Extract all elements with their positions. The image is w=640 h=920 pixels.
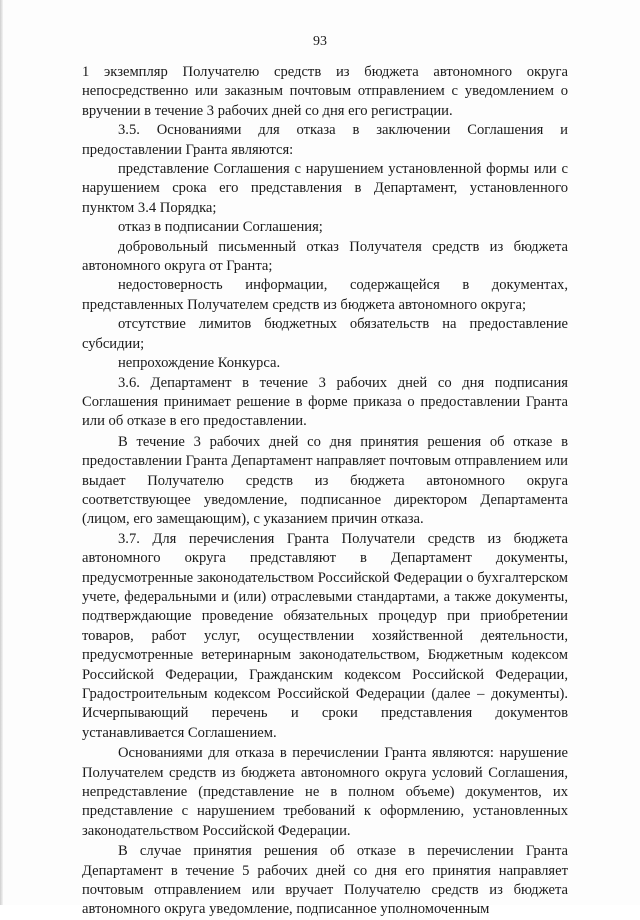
document-body	[82, 63, 568, 920]
paragraph-continuation: 1 экземпляр Получателю средств из бюджета автономного округа непосредственно или заказным почтовым отправлением с уведомлением о вручении в течение 3 рабочих дней со дня его регистрации.	[82, 64, 568, 119]
paragraph: В течение 3 рабочих дней со дня принятия решения об отказе в предоставлении Гранта Департамент направляет почтовым отправлением или выдает Получателю средств из бюджета автономного округа соответствующее уведомление, подписанное директором Департамента (лицом, его замещающим), с указанием причин отказа.	[82, 433, 568, 528]
list-item: добровольный письменный отказ Получателя средств из бюджета автономного округа от Гранта;	[82, 238, 568, 275]
scan-edge	[0, 0, 3, 905]
list-item: представление Соглашения с нарушением установленной формы или с нарушением срока его представления в Департамент, установленного пунктом 3.4 Порядка;	[82, 161, 568, 216]
paragraph: В случае принятия решения об отказе в перечислении Гранта Департамент в течение 5 рабочих дней со дня его принятия направляет почтовым отправлением или вручает Получателю средств из бюджета автономного округа уведомление, подписанное уполномоченным	[82, 843, 568, 918]
list-item: отказ в подписании Соглашения;	[118, 219, 323, 236]
paragraph-3-5: 3.5. Основаниями для отказа в заключении Соглашения и предоставлении Гранта являются:	[82, 122, 568, 158]
list-item: отсутствие лимитов бюджетных обязательств на предоставление субсидии;	[82, 316, 568, 352]
page-number: 93	[313, 34, 327, 49]
list-item: недостоверность информации, содержащейся в документах, представленных Получателем средств из бюджета автономного округа;	[82, 277, 568, 313]
paragraph-3-6: 3.6. Департамент в течение 3 рабочих дней со дня подписания Соглашения принимает решение в форме приказа о предоставлении Гранта или об отказе в его предоставлении.	[82, 374, 568, 430]
paragraph: Основаниями для отказа в перечислении Гранта являются: нарушение Получателем средств из бюджета автономного округа условий Соглашения, непредставление (представление не в полном объеме) документов, их представление с нарушением требований к оформлению, установленных законодательством Российской Федерации.	[82, 745, 568, 839]
paragraph-3-7: 3.7. Для перечисления Гранта Получатели средств из бюджета автономного округа представляют в Департамент документы, предусмотренные законодательством Российской Федерации о бухгалтерском учете, федеральными и (или) отраслевыми стандартами, а также документы, подтверждающие проведение обязательных процедур при приобретении товаров, работ услуг, осуществлении хозяйственной деятельности, предусмотренные ветеринарным законодательством, Бюджетным кодексом Российской Федерации, Гражданским кодексом Российской Федерации, Градостроительным кодексом Российской Федерации (далее – документы). Исчерпывающий перечень и сроки представления документов устанавливается Соглашением.	[82, 530, 568, 741]
list-item: непрохождение Конкурса.	[118, 355, 281, 372]
